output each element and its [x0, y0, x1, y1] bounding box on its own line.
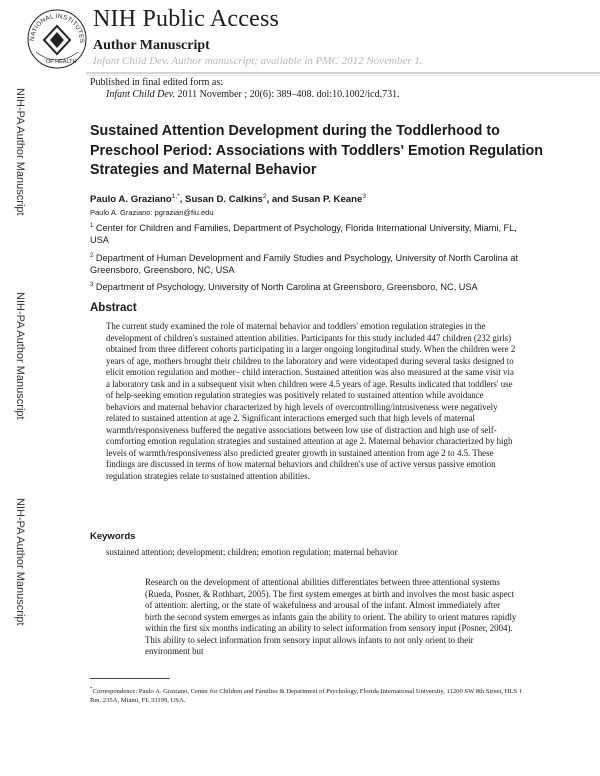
affiliation-number: 3: [90, 282, 94, 288]
affiliation-number: 1: [90, 223, 94, 229]
nih-public-access-title: NIH Public Access: [93, 6, 280, 32]
author-affiliation-mark: 3: [362, 193, 366, 200]
header-rule-thin: [86, 75, 600, 76]
body-text: Research on the development of attentional abilities differentiates between three attentional systems (Rueda, Posner, & Rothbart, 2005). The first system emerges at birth and involves the most basic aspect of attention: alerting, or the state of wakefulness and arousal of the infant. Almost immediately after birth the second system emerges as infants gain the ability to orient. The ability to orient matures rapidly within the first six months indicating an ability to select information from sensory input (Posner, 2004). This ability to select information from sensory input allows infants to not only orient to their environment but: [145, 577, 517, 656]
affiliation: [90, 250, 530, 276]
keywords-text: sustained attention; development; children; emotion regulation; maternal behavior: [106, 547, 398, 557]
author-name: Susan D. Calkins: [185, 194, 263, 206]
citation-details: 2011 November ; 20(6): 389–408. doi:10.1002/icd.731.: [174, 89, 400, 100]
side-label-bottom: NIH-PA Author Manuscript: [14, 498, 26, 626]
author-name: Susan P. Keane: [291, 194, 363, 206]
footnote: [90, 685, 530, 705]
author-affiliation-mark: 2: [262, 193, 267, 200]
footnote-rule: [90, 678, 170, 679]
nih-seal-logo: [26, 8, 88, 70]
author-list: [90, 193, 366, 205]
pmc-availability-note: Infant Child Dev. Author manuscript; available in PMC 2012 November 1.: [93, 55, 423, 67]
footnote-mark: *: [90, 687, 93, 692]
author-affiliation-mark: 1,*: [171, 193, 180, 200]
affiliation-text: Department of Psychology, University of North Carolina at Greensboro, Greensboro, NC, USA: [95, 282, 478, 293]
citation-journal: Infant Child Dev.: [106, 89, 175, 100]
published-label: Published in final edited form as:: [90, 77, 224, 88]
affiliation-text: Center for Children and Families, Department of Psychology, Florida International University, Miami, FL, USA: [90, 223, 517, 246]
abstract-text: The current study examined the role of maternal behavior and toddlers' emotion regulation strategies in the development of children's sustained attention abilities. Participants for this study included 447 children (232 girls) obtained from three different cohorts participating in a larger ongoing longitudinal study. When the children were 2 years of age, mothers brought their children to the laboratory and were videotaped during several tasks designed to elicit emotion regulation and mother– child interaction. Sustained attention was also measured at the same visit via a laboratory task and in a subsequent visit when children were 4.5 years of age. Results indicated that toddlers' use of help-seeking emotion regulation strategies was positively related to sustained attention while avoidance behaviors and maternal behavior characterized by high levels of overcontrolling/intrusiveness were negatively related to sustained attention at age 2. Significant interactions emerged such that high levels of maternal warmth/responsiveness buffered the negative associations between low use of distraction and high use of self-comforting emotion regulation strategies and sustained attention at age 2. Maternal behavior characterized by high levels of warmth/responsiveness also predicted greater growth in sustained attention from age 2 to 4.5. These findings are discussed in terms of how maternal behaviors and children's use of active versus passive emotion regulation strategies relate to sustained attention abilities.: [106, 321, 516, 481]
footnote-text: Correspondence: Paulo A. Graziano, Center for Children and Families & Department of Psychology, Florida International University, 11200 SW 8th Street, HLS 1 Rm. 235A, Miami, FL 33199, USA.: [90, 688, 522, 705]
affiliation: [90, 279, 530, 293]
svg-text:NATIONAL INSTITUTES: NATIONAL INSTITUTES: [28, 12, 86, 44]
affiliation: [90, 220, 530, 246]
affiliation-text: Department of Human Development and Family Studies and Psychology, University of North Carolina at Greensboro, Greensboro, NC, USA: [90, 253, 519, 276]
keywords-heading: Keywords: [90, 531, 136, 542]
header-rule: [86, 72, 600, 74]
abstract-heading: Abstract: [90, 302, 137, 314]
side-label-middle: NIH-PA Author Manuscript: [14, 292, 26, 420]
corresponding-email: Paulo A. Graziano: pgrazian@fiu.edu: [90, 208, 214, 217]
author-name: Paulo A. Graziano: [90, 194, 172, 206]
article-title: Sustained Attention Development during the Toddlerhood to Preschool Period: Associations with Toddlers' Emotion Regulation Strategies and Maternal Behavior: [90, 123, 544, 178]
svg-text:OF HEALTH: OF HEALTH: [46, 59, 77, 65]
author-separator: ,: [179, 194, 186, 206]
author-manuscript-label: Author Manuscript: [93, 38, 210, 53]
citation: [106, 89, 400, 100]
affiliation-number: 2: [90, 253, 94, 259]
side-label-top: NIH-PA Author Manuscript: [14, 88, 26, 216]
body-paragraph: [145, 577, 517, 658]
author-separator: , and: [266, 194, 292, 206]
